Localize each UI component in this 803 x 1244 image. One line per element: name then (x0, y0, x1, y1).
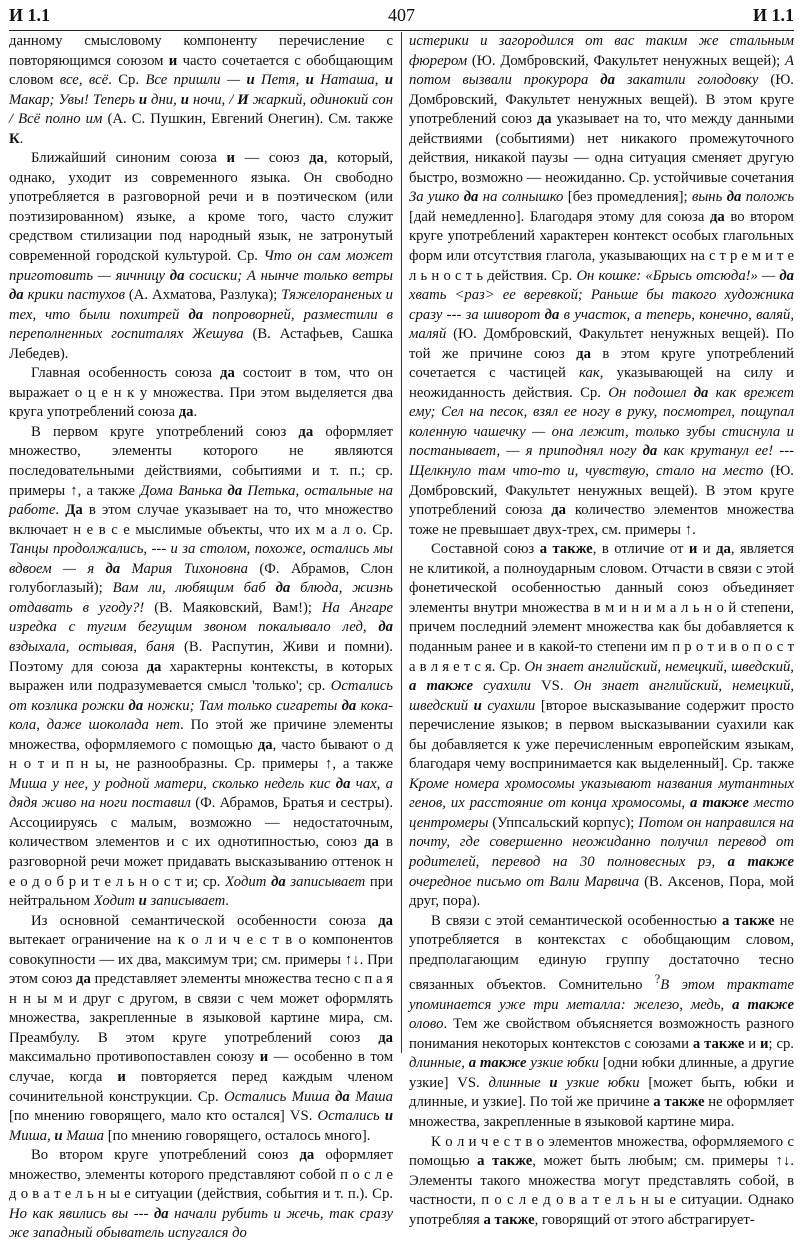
paragraph: Ближайший синоним союза и — союз да, который, однако, уходит из современного языка. Он свободно употребляется в разговорной речи и в поэтическом (или поэтизированном) языке, а кроме того, часто служит средством стилизации под народный язык, не затронутый современной городской культурой. Ср. Что он сам может приготовить — яичницу да сосиски; А нынче только ветры да крики пастухов (А. Ахматова, Разлука); Тяжелораненых и тех, что были похитрей да попроворней, разместили в переполненных госпиталях Жешува (В. Астафьев, Сашка Лебедев). (9, 150, 394, 362)
paragraph: В первом круге употреблений союз да оформляет множество, элементы которого не являются последовательными действиями, событиями и т. п.; ср. примеры ↑, а также Дома Ванька да Петька, остальные на работе. Да в этом случае указывает на то, что множество включает н е в с е мыслимые объекты, что их м а л о. Ср. Танцы продолжались, --- и за столом, похоже, остались мы вдвоем — я да Мария Тихоновна (Ф. Абрамов, Слон голубоглазый); Вам ли, любящим баб да блюда, жизнь отдавать в угоду?! (В. Маяковский, Вам!); На Ангаре изредка с тугим бегущим звоном покалывало лед, да вздыхала, остывая, баня (В. Распутин, Живи и помни). Поэтому для союза да характерны контексты, в которых выражен или подразумевается смысл 'только'; ср. Остались от козлика рожки да ножки; Там только сигареты да кока-кола, даже шоколада нет. По этой же причине элементы множества, оформляемого с помощью да, часто бывают о д н о т и п н ы, не разнообразны. Ср. примеры ↑, а также Миша у нее, у родной матери, сколько недель кис да чах, а дядя живо на ноги поставил (Ф. Абрамов, Братья и сестры). Ассоциируясь с малым, возможно — недостаточным, количеством элементов и с их однотипностью, союз да в разговорной речи может придавать высказыванию оттенок н е о д о б р и т е л ь н о с т и; ср. Ходит да записывает при нейтральном Ходит и записывает. (9, 423, 394, 910)
paragraph: данному смысловому компоненту перечисление с повторяющимся союзом и часто сочетается с обобщающим словом все, всё. Ср. Все пришли — и Петя, и Наташа, и Макар; Увы! Теперь и дни, и ночи, / И жаркий, одинокий сон / Всё полно им (А. С. Пушкин, Евгений Онегин). См. также К. (9, 33, 394, 147)
page-number: 407 (388, 5, 415, 25)
paragraph: К о л и ч е с т в о элементов множества, оформляемого с помощью а также, может быть любым; см. примеры ↑↓. Элементы такого множества могут представлять собой, в частности, п о с л е д о в а т е л ь н ы е ситуации. Однако употребляя а также, говорящий от этого абстрагирует- (409, 1133, 794, 1228)
header-entry-left: И 1.1 (9, 5, 51, 25)
header-rule (9, 30, 794, 31)
right-column (409, 32, 795, 1228)
left-column (9, 32, 394, 1242)
paragraph: истерики и загородился от вас таким же стальным фюрером (Ю. Домбровский, Факультет ненужных вещей); А потом вызвали прокурора да закатили голодовку (Ю. Домбровский, Факультет ненужных вещей). В этом круге употреблений союз да указывает на то, что между данными действиями (событиями) нет никакого промежуточного действия, никакой паузы — одна ситуация сменяет другую быстро, возможно — неожиданно. Ср. устойчивые сочетания За ушко да на солнышко [без промедления]; вынь да положь [дай немедленно]. Благодаря этому для союза да во втором круге употреблений характерен контекст особых глагольных форм или отсутствия глагола, указывающих на с т р е м и т е л ь н о с т ь действия. Ср. Он кошке: «Брысь отсюда!» — да хвать <раз> ее веревкой; Раньше бы такого художника сразу --- за шиворот да в участок, а теперь, конечно, валяй, маляй (Ю. Домбровский, Факультет ненужных вещей). По той же причине союз да в этом круге употреблений сочетается с частицей как, указывающей на силу и неожиданность действия. Ср. Он подошел да как врежет ему; Сел на песок, взял ее ногу в руку, посмотрел, пощупал коленную чашечку — она лежит, только зубы стиснула и постанывает, — я приподнял ногу да как крутанул ее! --- Щелкнуло там что-то и, чувствую, стало на место (Ю. Домбровский, Факультет ненужных вещей). В этом круге употреблений союза да количество элементов множества тоже не превышает двух-трех, см. примеры ↑. (409, 33, 795, 538)
header-entry-right: И 1.1 (752, 5, 794, 25)
paragraph: Составной союз а также, в отличие от и и да, является не клитикой, а полноударным словом. Отчасти в связи с этой фонетической особенностью данный союз объединяет элементы внутри множества в м и н и м а л ь н о й степени, причем последний элемент множества как бы добавляется к поданным ранее и в какой-то степени им п р о т и в о п о с т а в л я е т с я. Ср. Он знает английский, немецкий, шведский, а также суахили VS. Он знает английский, немецкий, шведский и суахили [второе высказывание содержит просто перечисление языков; в первом высказывании суахили как бы добавляется к уже перечисленным европейским языкам, благодаря чему воспринимается как выделенный]. Ср. также Кроме номера хромосомы указывают названия мутантных генов, их расстояние от конца хромосомы, а также место центромеры (Уппсальский корпус); Потом он направился на почту, где совершенно неожиданно получил перевод от родителей, перевод на 30 полновесных рэ, а также очередное письмо от Вали Марвича (В. Аксенов, Пора, мой друг, пора). (409, 541, 795, 910)
paragraph: Главная особенность союза да состоит в том, что он выражает о ц е н к у множества. При этом выделяется два круга употреблений союза да. (9, 365, 393, 421)
page-header (9, 5, 794, 29)
paragraph: Во втором круге употреблений союз да оформляет множество, элементы которого представляют собой п о с л е д о в а т е л ь н ы е ситуации (действия, события и т. п.). Ср. Но как явились вы --- да начали рубить и жечь, так сразу же западный обыватель испугался до (9, 1147, 393, 1242)
column-divider (401, 32, 402, 1053)
paragraph: В связи с этой семантической особенностью а также не употребляется в контекстах с обобщающим словом, предполагающим единую группу достаточно тесно связанных объектов. Сомнительно ?В этом трактате упоминается уже три металла: железо, медь, а также олово. Тем же свойством объясняется возможность разного понимания некоторых контекстов с союзами а также и и; ср. длинные, а также узкие юбки [одни юбки длинные, а другие узкие] VS. длинные и узкие юбки [может быть, юбки и длинные, и узкие]. По той же причине а также не оформляет множества, закрепленные в языковой картине мира. (409, 912, 795, 1130)
paragraph: Из основной семантической особенности союза да вытекает ограничение на к о л и ч е с т в о компонентов совокупности — их два, максимум три; см. примеры ↑↓. При этом союз да представляет элементы множества тесно с п а я н н ы м и друг с другом, в связи с чем может оформлять множества, закрепленные в языковой картине мира, см. Преамбулу. В этом круге употреблений союз да максимально противопоставлен союзу и — особенно в том случае, когда и повторяется перед каждым членом сочинительной конструкции. Ср. Остались Миша да Маша [по мнению говорящего, мало кто остался] VS. Остались и Миша, и Маша [по мнению говорящего, осталось много]. (9, 912, 394, 1144)
